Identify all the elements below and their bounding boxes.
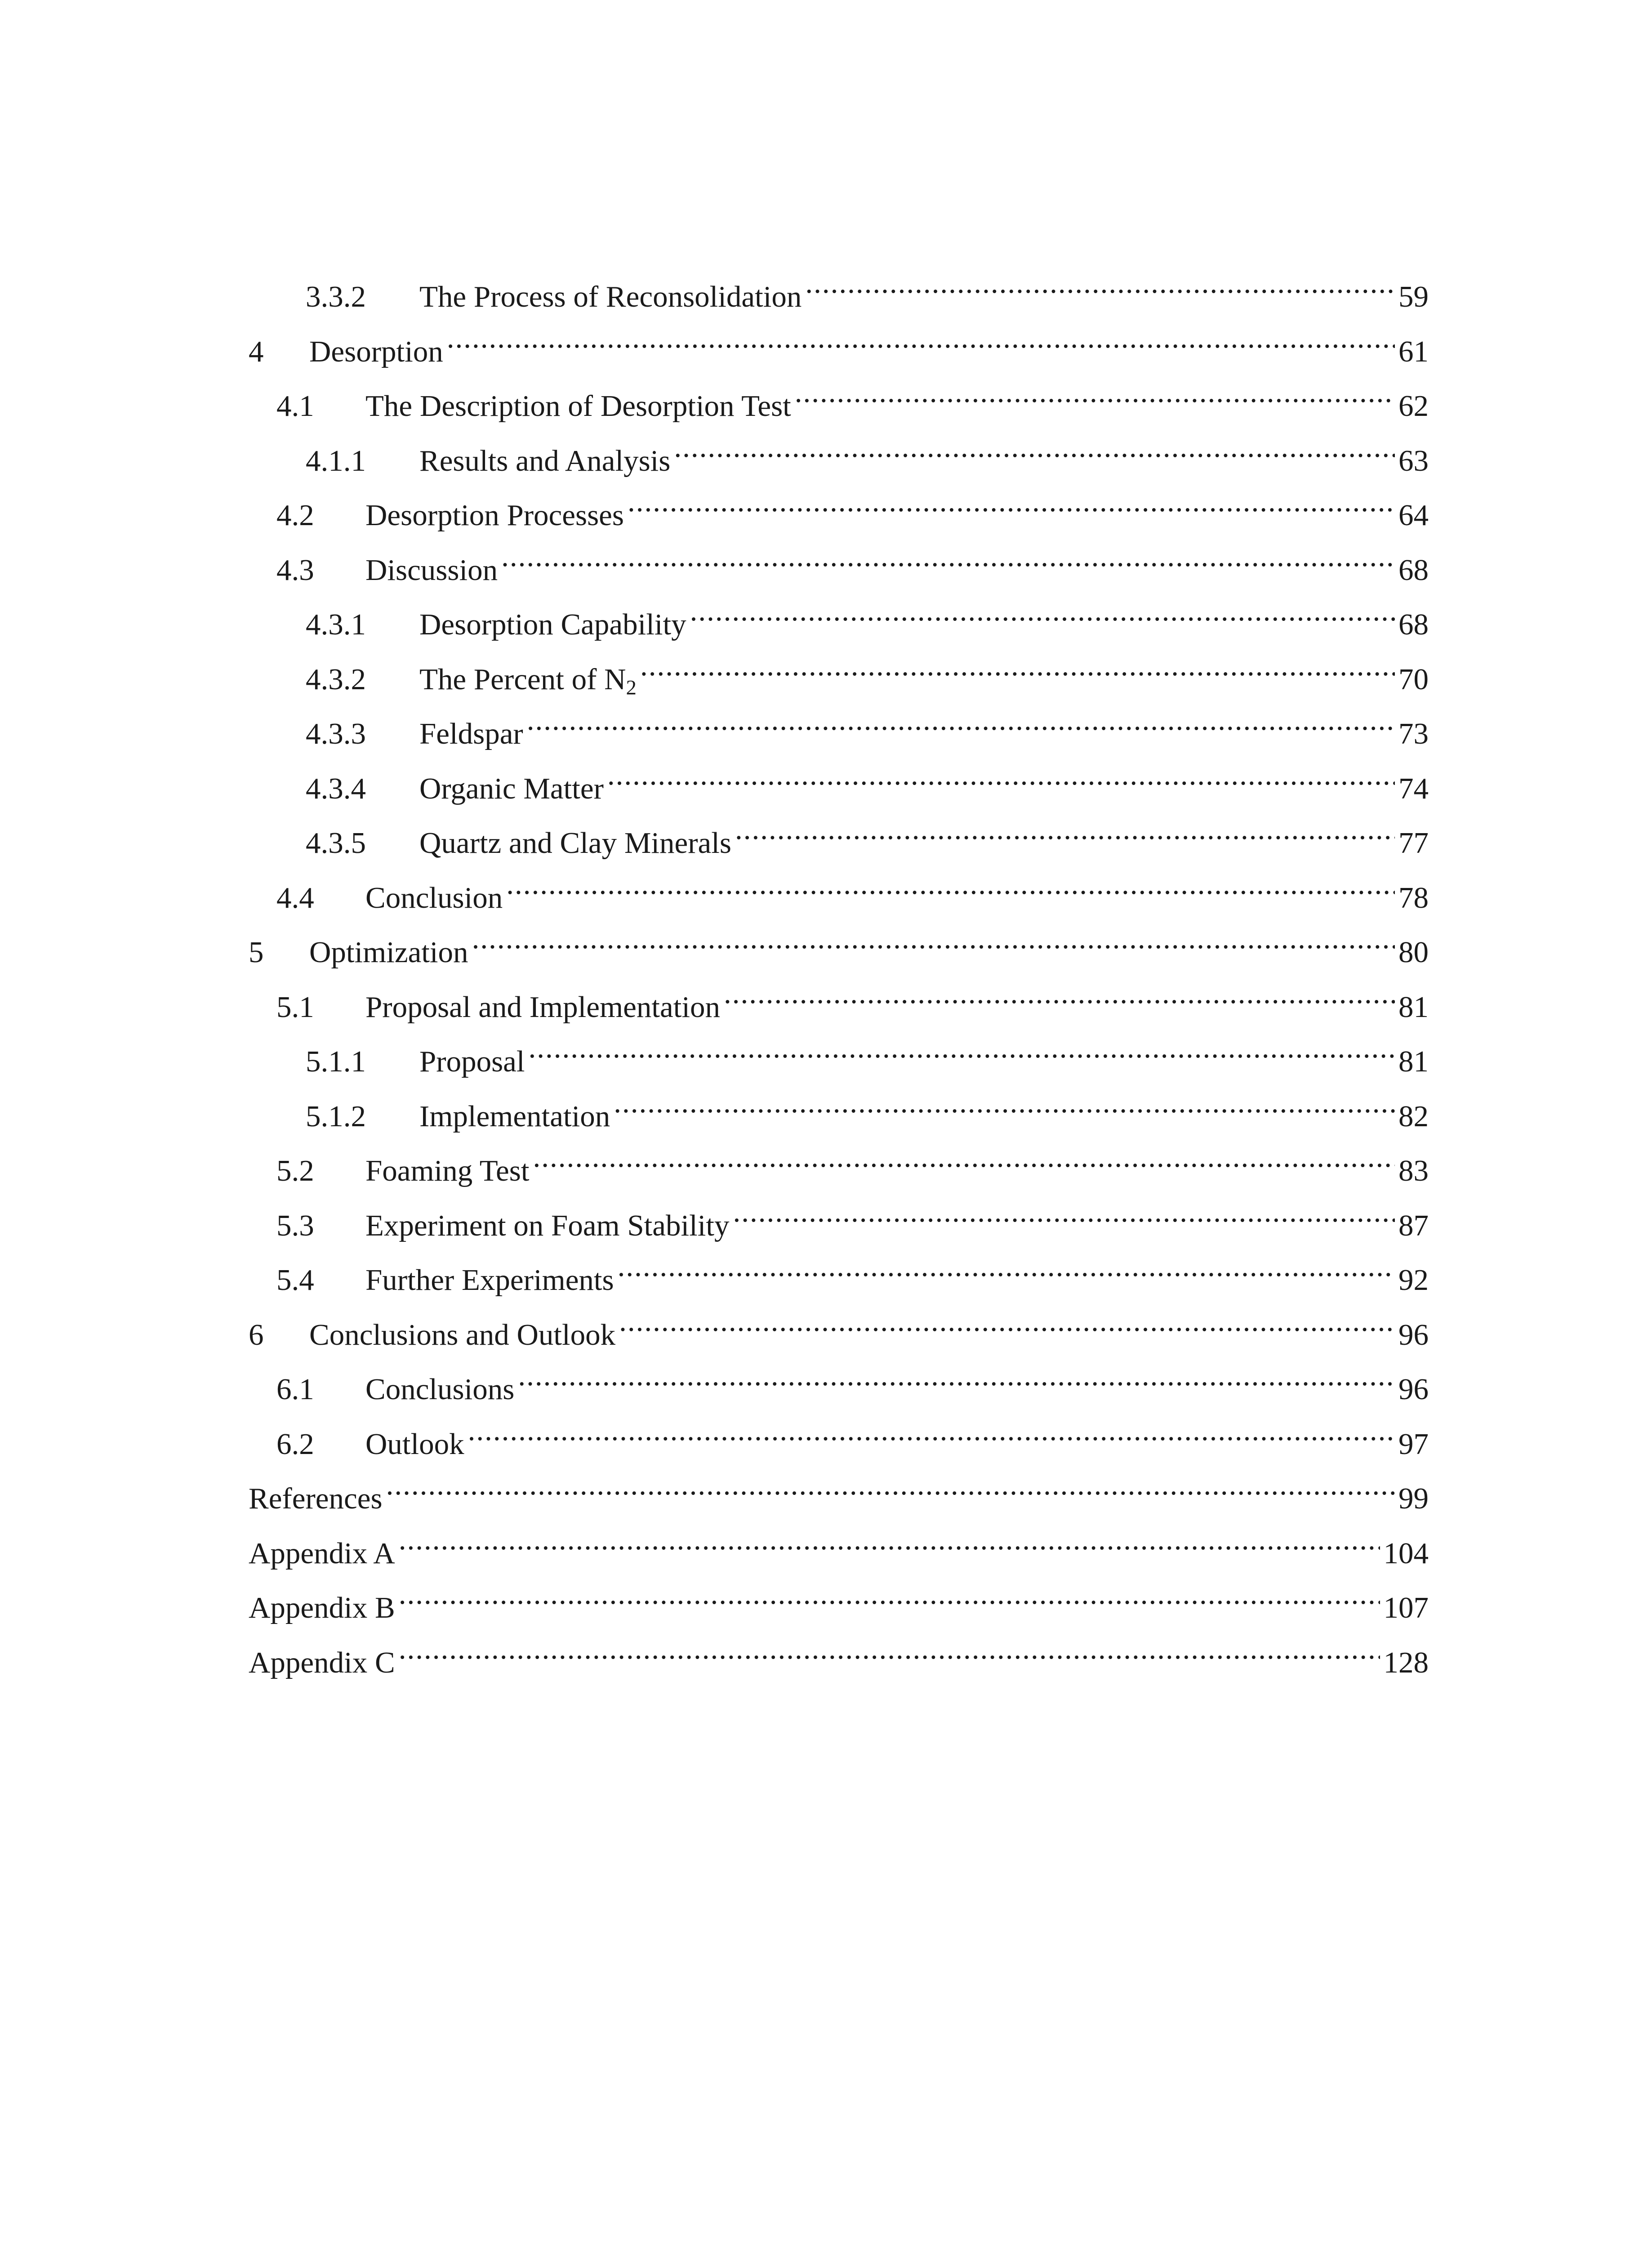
- toc-entry-title-text: Discussion: [365, 553, 498, 587]
- toc-entry-title: [365, 488, 624, 543]
- toc-entry[interactable]: [249, 1035, 1429, 1089]
- toc-entry-title: [365, 1417, 464, 1472]
- toc-entry-title-text: Appendix B: [249, 1591, 395, 1624]
- toc-entry-number: 6: [249, 1318, 264, 1351]
- toc-entry-title-text: Organic Matter: [419, 772, 604, 805]
- toc-dot-leader: [724, 992, 1395, 1022]
- toc-entry[interactable]: [249, 488, 1429, 543]
- toc-entry-number: 4: [249, 335, 264, 368]
- toc-entry[interactable]: [249, 1089, 1429, 1144]
- toc-entry-page-number: 92: [1398, 1263, 1429, 1297]
- toc-entry-page-number: 82: [1398, 1099, 1429, 1133]
- toc-entry-title: [365, 1144, 529, 1199]
- toc-dot-leader: [618, 1265, 1395, 1295]
- toc-entry[interactable]: [249, 1362, 1429, 1417]
- toc-entry-number: 6.1: [276, 1373, 314, 1406]
- toc-entry[interactable]: [249, 871, 1429, 926]
- toc-entry-title: [309, 1308, 615, 1363]
- toc-entry-number: 4.3.3: [306, 717, 366, 750]
- toc-entry-title: [309, 925, 468, 980]
- toc-entry-page-number: 80: [1398, 936, 1429, 969]
- toc-entry[interactable]: [249, 707, 1429, 762]
- toc-entry[interactable]: [249, 543, 1429, 598]
- toc-dot-leader: [399, 1648, 1380, 1678]
- toc-entry-title: [419, 816, 731, 871]
- toc-entry-title-text: Foaming Test: [365, 1154, 530, 1187]
- toc-entry-title-text: Feldspar: [419, 717, 523, 750]
- toc-entry-page-number: 96: [1398, 1318, 1429, 1351]
- toc-entry-page-number: 99: [1398, 1482, 1429, 1515]
- toc-entry-number: 5.2: [276, 1154, 314, 1187]
- toc-entry[interactable]: [249, 652, 1429, 707]
- toc-dot-leader: [468, 1429, 1395, 1459]
- toc-entry-number: 5.3: [276, 1209, 314, 1242]
- table-of-contents: [249, 270, 1429, 1690]
- toc-entry-title: [365, 1362, 514, 1417]
- toc-entry-number: 5.4: [276, 1263, 314, 1297]
- toc-entry[interactable]: [249, 434, 1429, 489]
- toc-dot-leader: [733, 1211, 1395, 1241]
- toc-entry-title-text: The Description of Desorption Test: [365, 389, 791, 423]
- toc-entry-number: 4.3.2: [306, 662, 366, 696]
- toc-dot-leader: [506, 883, 1395, 913]
- toc-dot-leader: [805, 282, 1395, 312]
- toc-entry-title-text: References: [249, 1482, 383, 1515]
- toc-entry-title-text: Results and Analysis: [419, 444, 671, 477]
- toc-entry-title-text: Conclusions and Outlook: [309, 1318, 616, 1351]
- toc-entry-number: 4.4: [276, 881, 314, 914]
- toc-entry[interactable]: [249, 379, 1429, 434]
- toc-entry-page-number: 81: [1398, 1045, 1429, 1078]
- toc-entry-title: [365, 543, 498, 598]
- toc-dot-leader: [529, 1047, 1395, 1077]
- toc-entry-page-number: 83: [1398, 1154, 1429, 1187]
- toc-entry-title-subscript: 2: [626, 676, 637, 700]
- toc-entry-title: [365, 1253, 614, 1308]
- toc-dot-leader: [619, 1320, 1395, 1350]
- toc-entry[interactable]: [249, 1581, 1429, 1636]
- toc-entry-number: 4.2: [276, 499, 314, 532]
- toc-entry-page-number: 128: [1383, 1646, 1429, 1679]
- toc-entry-number: 6.2: [276, 1427, 314, 1461]
- toc-entry-page-number: 97: [1398, 1427, 1429, 1461]
- toc-entry-title-text: Desorption: [309, 335, 443, 368]
- toc-dot-leader: [674, 446, 1395, 476]
- toc-entry-number: 4.3.1: [306, 608, 366, 641]
- toc-dot-leader: [690, 610, 1395, 640]
- toc-entry-page-number: 64: [1398, 499, 1429, 532]
- toc-entry-title-text: The Percent of N: [419, 662, 626, 696]
- toc-entry[interactable]: [249, 270, 1429, 325]
- toc-entry[interactable]: [249, 980, 1429, 1035]
- toc-entry-title-text: Optimization: [309, 936, 468, 969]
- toc-entry-page-number: 78: [1398, 881, 1429, 914]
- toc-entry-number: 4.3: [276, 553, 314, 587]
- toc-entry-page-number: 68: [1398, 553, 1429, 587]
- toc-entry-title-text: Quartz and Clay Minerals: [419, 826, 731, 860]
- toc-entry-page-number: 73: [1398, 717, 1429, 750]
- toc-entry-title-text: Further Experiments: [365, 1263, 614, 1297]
- toc-entry-title: [419, 707, 523, 762]
- toc-entry[interactable]: [249, 1636, 1429, 1690]
- toc-dot-leader: [472, 937, 1395, 968]
- toc-entry[interactable]: [249, 1253, 1429, 1308]
- toc-entry-title: [419, 1035, 525, 1089]
- toc-entry-number: 5: [249, 936, 264, 969]
- toc-dot-leader: [640, 665, 1395, 695]
- toc-entry-title-text: Proposal and Implementation: [365, 990, 720, 1024]
- toc-entry[interactable]: [249, 1472, 1429, 1526]
- toc-dot-leader: [607, 774, 1395, 804]
- toc-entry-number: 4.3.5: [306, 826, 366, 860]
- toc-entry[interactable]: [249, 1526, 1429, 1581]
- toc-entry-number: 4.1: [276, 389, 314, 423]
- toc-entry-title-text: Appendix C: [249, 1646, 395, 1679]
- toc-entry-number: 4.1.1: [306, 444, 366, 477]
- toc-dot-leader: [527, 719, 1395, 749]
- toc-entry-number: 5.1.1: [306, 1045, 366, 1078]
- toc-entry-title: [365, 379, 791, 434]
- toc-dot-leader: [518, 1374, 1395, 1405]
- toc-entry-page-number: 81: [1398, 990, 1429, 1024]
- toc-entry[interactable]: [249, 816, 1429, 871]
- toc-entry-title: [365, 871, 503, 926]
- toc-entry-page-number: 62: [1398, 389, 1429, 423]
- toc-entry-page-number: 77: [1398, 826, 1429, 860]
- toc-entry[interactable]: [249, 1199, 1429, 1253]
- toc-entry-title: [419, 762, 604, 816]
- toc-entry-title-text: Desorption Capability: [419, 608, 686, 641]
- toc-entry-title: [419, 1089, 610, 1144]
- toc-entry[interactable]: [249, 598, 1429, 652]
- toc-entry-page-number: 87: [1398, 1209, 1429, 1242]
- toc-entry-title-text: Desorption Processes: [365, 499, 624, 532]
- toc-entry-number: 3.3.2: [306, 280, 366, 313]
- toc-entry[interactable]: [249, 925, 1429, 980]
- toc-entry-title: [309, 325, 443, 379]
- toc-entry-title-text: The Process of Reconsolidation: [419, 280, 802, 313]
- toc-entry-title-text: Conclusions: [365, 1373, 515, 1406]
- toc-entry-number: 5.1: [276, 990, 314, 1024]
- toc-entry-title-text: Implementation: [419, 1099, 610, 1133]
- toc-dot-leader: [386, 1484, 1395, 1514]
- toc-entry-title: [365, 1199, 730, 1253]
- toc-entry-title: [249, 1636, 395, 1690]
- toc-dot-leader: [533, 1156, 1395, 1186]
- toc-entry-title-text: Conclusion: [365, 881, 503, 914]
- toc-entry[interactable]: [249, 1144, 1429, 1199]
- toc-entry-page-number: 68: [1398, 608, 1429, 641]
- toc-entry[interactable]: [249, 325, 1429, 379]
- toc-entry-page-number: 96: [1398, 1373, 1429, 1406]
- toc-dot-leader: [399, 1593, 1380, 1623]
- toc-entry-title-text: Outlook: [365, 1427, 464, 1461]
- toc-entry-title: [249, 1581, 395, 1636]
- toc-entry-title-text: Proposal: [419, 1045, 525, 1078]
- toc-dot-leader: [735, 828, 1395, 858]
- toc-dot-leader: [447, 337, 1395, 367]
- toc-entry-page-number: 63: [1398, 444, 1429, 477]
- toc-entry-page-number: 74: [1398, 772, 1429, 805]
- toc-entry-title-text: Experiment on Foam Stability: [365, 1209, 730, 1242]
- toc-entry[interactable]: [249, 762, 1429, 816]
- toc-entry-title-text: Appendix A: [249, 1536, 395, 1570]
- toc-entry-number: 5.1.2: [306, 1099, 366, 1133]
- toc-entry-title: [249, 1526, 395, 1581]
- toc-entry-title: [365, 980, 720, 1035]
- toc-entry-page-number: 104: [1383, 1536, 1429, 1570]
- toc-entry-title: [419, 434, 670, 489]
- toc-entry-page-number: 59: [1398, 280, 1429, 313]
- toc-dot-leader: [614, 1102, 1395, 1132]
- toc-entry-title: [419, 598, 686, 652]
- toc-entry-page-number: 107: [1383, 1591, 1429, 1624]
- toc-entry-page-number: 61: [1398, 335, 1429, 368]
- toc-entry-number: 4.3.4: [306, 772, 366, 805]
- toc-dot-leader: [501, 555, 1395, 585]
- toc-entry-page-number: 70: [1398, 662, 1429, 696]
- toc-dot-leader: [628, 500, 1395, 531]
- toc-entry[interactable]: [249, 1308, 1429, 1363]
- toc-entry-title: [419, 652, 637, 707]
- toc-entry-title: [249, 1472, 383, 1526]
- toc-entry[interactable]: [249, 1417, 1429, 1472]
- toc-dot-leader: [795, 391, 1395, 421]
- toc-dot-leader: [399, 1539, 1380, 1569]
- toc-entry-title: [419, 270, 802, 325]
